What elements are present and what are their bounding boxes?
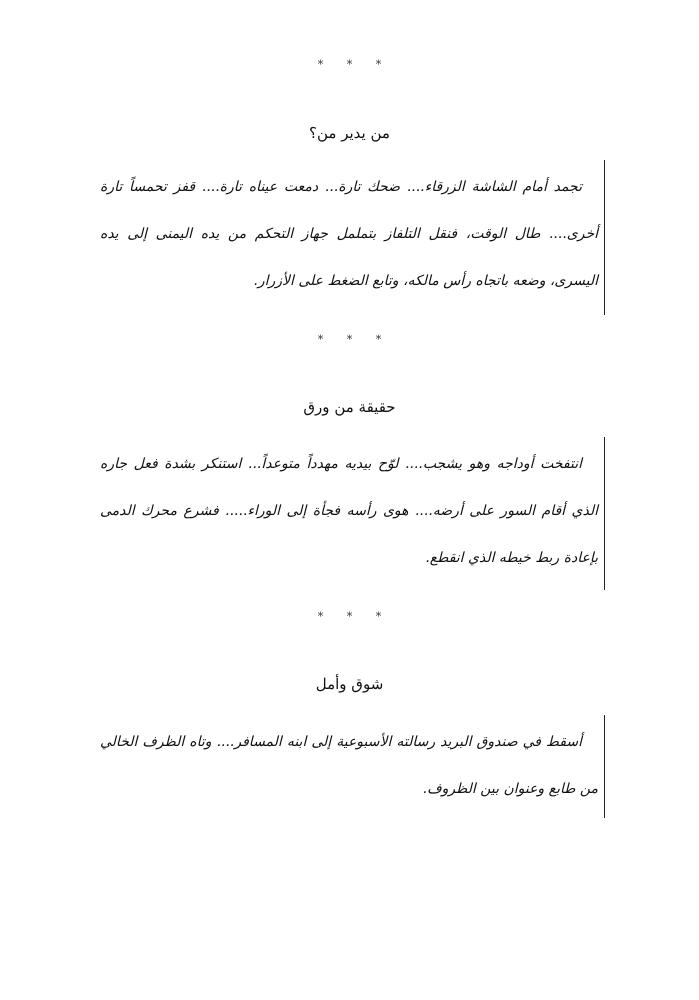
separator-star: * (375, 610, 382, 623)
story-block (100, 715, 605, 818)
separator-star: * (317, 333, 324, 346)
story-title: من يدير من؟ (309, 124, 390, 142)
story-title: حقيقة من ورق (303, 398, 396, 416)
story-text: أسقط في صندوق البريد رسالته الأسبوعية إلى ابنه المسافر.... وتاه الظرف الخالي من طابع وعنوان بين الظروف. (100, 734, 598, 797)
separator-star: * (346, 333, 353, 346)
separator-star: * (346, 58, 353, 71)
separator-star: * (375, 333, 382, 346)
separator-star: * (317, 610, 324, 623)
story-block (100, 160, 605, 315)
section-separator (0, 58, 699, 71)
separator-star: * (375, 58, 382, 71)
story-text: انتفخت أوداجه وهو يشجب.... لوّح بيديه مهدداً متوعداً... استنكر بشدة فعل جاره الذي أقام السور على أرضه.... هوى رأسه فجأة إلى الوراء..... فشرع محرك الدمى بإعادة ربط خيطه الذي انقطع. (100, 456, 598, 566)
separator-star: * (346, 610, 353, 623)
section-separator (0, 610, 699, 623)
story-title: شوق وأمل (315, 675, 384, 693)
story-block (100, 437, 605, 590)
story-text: تجمد أمام الشاشة الزرقاء.... ضحك تارة... دمعت عيناه تارة.... قفز تحمساً تارة أخرى.... طال الوقت، فنقل التلفاز بتململ جهاز التحكم من يده اليمنى إلى يده اليسرى، وضعه باتجاه رأس مالكه، وتابع الضغط على الأزرار. (100, 179, 598, 289)
section-separator (0, 333, 699, 346)
separator-star: * (317, 58, 324, 71)
